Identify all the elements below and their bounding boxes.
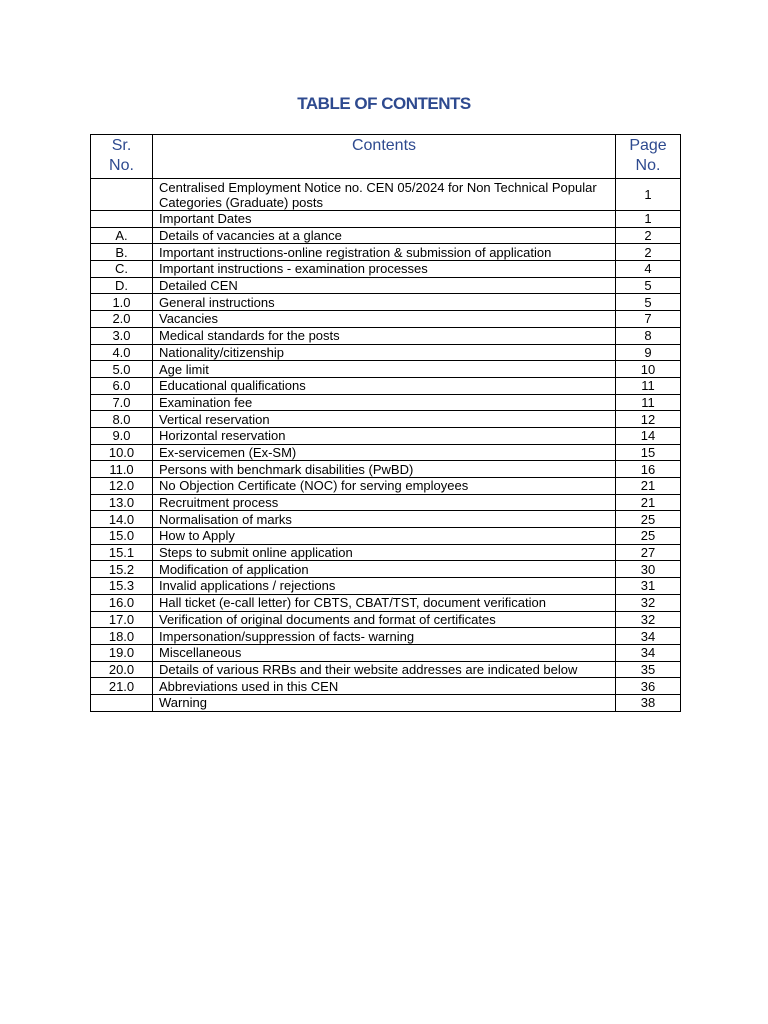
row-page-no: 21	[616, 478, 681, 495]
row-content-title: Abbreviations used in this CEN	[153, 678, 616, 695]
row-content-title: Examination fee	[153, 394, 616, 411]
table-row	[91, 211, 681, 228]
row-page-no: 32	[616, 594, 681, 611]
row-page-no: 32	[616, 611, 681, 628]
table-row	[91, 411, 681, 428]
row-content-title: How to Apply	[153, 528, 616, 545]
row-content-title: Nationality/citizenship	[153, 344, 616, 361]
row-sr-no: 13.0	[91, 494, 153, 511]
contents-table-body	[91, 179, 681, 712]
row-content-title: Persons with benchmark disabilities (PwBD)	[153, 461, 616, 478]
row-sr-no: 4.0	[91, 344, 153, 361]
contents-header-label: Contents	[351, 137, 417, 154]
row-sr-no: 15.2	[91, 561, 153, 578]
table-row	[91, 394, 681, 411]
row-content-title: Impersonation/suppression of facts- warning	[153, 628, 616, 645]
table-row	[91, 294, 681, 311]
row-sr-no	[91, 211, 153, 228]
row-page-no: 12	[616, 411, 681, 428]
row-page-no: 21	[616, 494, 681, 511]
row-content-title: Steps to submit online application	[153, 544, 616, 561]
table-row	[91, 528, 681, 545]
row-sr-no: 2.0	[91, 311, 153, 328]
row-content-title: Age limit	[153, 361, 616, 378]
table-row	[91, 478, 681, 495]
row-sr-no: D.	[91, 277, 153, 294]
row-content-title: Verification of original documents and format of certificates	[153, 611, 616, 628]
row-page-no: 1	[616, 211, 681, 228]
table-row	[91, 227, 681, 244]
table-row	[91, 594, 681, 611]
row-page-no: 5	[616, 277, 681, 294]
table-row	[91, 578, 681, 595]
sr-no-header	[91, 135, 153, 179]
row-sr-no: 1.0	[91, 294, 153, 311]
row-sr-no: A.	[91, 227, 153, 244]
row-sr-no: 12.0	[91, 478, 153, 495]
row-sr-no: C.	[91, 261, 153, 278]
row-page-no: 34	[616, 628, 681, 645]
row-sr-no	[91, 694, 153, 711]
table-row	[91, 694, 681, 711]
table-row	[91, 244, 681, 261]
row-content-title: Modification of application	[153, 561, 616, 578]
row-content-title: Important Dates	[153, 211, 616, 228]
row-sr-no: 9.0	[91, 427, 153, 444]
table-row	[91, 678, 681, 695]
row-page-no: 30	[616, 561, 681, 578]
table-row	[91, 377, 681, 394]
row-sr-no: 6.0	[91, 377, 153, 394]
contents-header	[153, 135, 616, 179]
row-page-no: 36	[616, 678, 681, 695]
row-page-no: 27	[616, 544, 681, 561]
table-row	[91, 461, 681, 478]
row-sr-no: 15.0	[91, 528, 153, 545]
table-row	[91, 644, 681, 661]
header-row	[91, 135, 681, 179]
row-content-title: Centralised Employment Notice no. CEN 05/2024 for Non Technical Popular Categories (Graduate) posts	[153, 179, 616, 211]
table-row	[91, 494, 681, 511]
row-content-title: Vacancies	[153, 311, 616, 328]
table-row	[91, 628, 681, 645]
row-page-no: 10	[616, 361, 681, 378]
contents-table	[90, 134, 681, 712]
row-sr-no: 15.1	[91, 544, 153, 561]
table-row	[91, 179, 681, 211]
row-page-no: 15	[616, 444, 681, 461]
page-title: TABLE OF CONTENTS	[297, 94, 471, 113]
table-row	[91, 361, 681, 378]
row-content-title: Medical standards for the posts	[153, 327, 616, 344]
row-page-no: 4	[616, 261, 681, 278]
row-page-no: 25	[616, 528, 681, 545]
row-content-title: Warning	[153, 694, 616, 711]
table-row	[91, 427, 681, 444]
table-row	[91, 277, 681, 294]
row-sr-no: 16.0	[91, 594, 153, 611]
row-page-no: 9	[616, 344, 681, 361]
row-content-title: Vertical reservation	[153, 411, 616, 428]
row-page-no: 14	[616, 427, 681, 444]
table-row	[91, 611, 681, 628]
row-page-no: 2	[616, 227, 681, 244]
row-sr-no: 17.0	[91, 611, 153, 628]
page-no-header	[616, 135, 681, 179]
row-page-no: 35	[616, 661, 681, 678]
row-page-no: 25	[616, 511, 681, 528]
row-content-title: Horizontal reservation	[153, 427, 616, 444]
row-sr-no: B.	[91, 244, 153, 261]
table-row	[91, 444, 681, 461]
row-content-title: General instructions	[153, 294, 616, 311]
row-sr-no: 19.0	[91, 644, 153, 661]
row-sr-no: 8.0	[91, 411, 153, 428]
row-page-no: 1	[616, 179, 681, 211]
row-page-no: 38	[616, 694, 681, 711]
row-content-title: Detailed CEN	[153, 277, 616, 294]
row-sr-no: 14.0	[91, 511, 153, 528]
table-row	[91, 344, 681, 361]
table-row	[91, 311, 681, 328]
table-row	[91, 561, 681, 578]
row-sr-no: 10.0	[91, 444, 153, 461]
row-sr-no: 7.0	[91, 394, 153, 411]
table-row	[91, 544, 681, 561]
page-no-header-line2: No.	[635, 157, 661, 174]
row-page-no: 34	[616, 644, 681, 661]
row-content-title: Hall ticket (e-call letter) for CBTS, CBAT/TST, document verification	[153, 594, 616, 611]
table-row	[91, 327, 681, 344]
row-content-title: Recruitment process	[153, 494, 616, 511]
page-no-header-line1: Page	[629, 137, 667, 154]
row-page-no: 11	[616, 377, 681, 394]
row-sr-no: 21.0	[91, 678, 153, 695]
row-content-title: Educational qualifications	[153, 377, 616, 394]
row-sr-no: 15.3	[91, 578, 153, 595]
row-content-title: Details of various RRBs and their website addresses are indicated below	[153, 661, 616, 678]
row-content-title: No Objection Certificate (NOC) for serving employees	[153, 478, 616, 495]
row-content-title: Normalisation of marks	[153, 511, 616, 528]
row-sr-no: 18.0	[91, 628, 153, 645]
table-row	[91, 511, 681, 528]
row-sr-no: 20.0	[91, 661, 153, 678]
row-sr-no	[91, 179, 153, 211]
row-page-no: 5	[616, 294, 681, 311]
table-row	[91, 661, 681, 678]
row-sr-no: 5.0	[91, 361, 153, 378]
row-content-title: Important instructions-online registration & submission of application	[153, 244, 616, 261]
row-page-no: 8	[616, 327, 681, 344]
row-content-title: Ex-servicemen (Ex-SM)	[153, 444, 616, 461]
row-sr-no: 3.0	[91, 327, 153, 344]
row-content-title: Details of vacancies at a glance	[153, 227, 616, 244]
row-sr-no: 11.0	[91, 461, 153, 478]
sr-no-header-line1: Sr.	[111, 137, 132, 154]
row-page-no: 31	[616, 578, 681, 595]
table-row	[91, 261, 681, 278]
row-content-title: Invalid applications / rejections	[153, 578, 616, 595]
row-page-no: 2	[616, 244, 681, 261]
row-content-title: Miscellaneous	[153, 644, 616, 661]
row-page-no: 16	[616, 461, 681, 478]
sr-no-header-line2: No.	[109, 157, 134, 174]
row-content-title: Important instructions - examination processes	[153, 261, 616, 278]
row-page-no: 11	[616, 394, 681, 411]
row-page-no: 7	[616, 311, 681, 328]
